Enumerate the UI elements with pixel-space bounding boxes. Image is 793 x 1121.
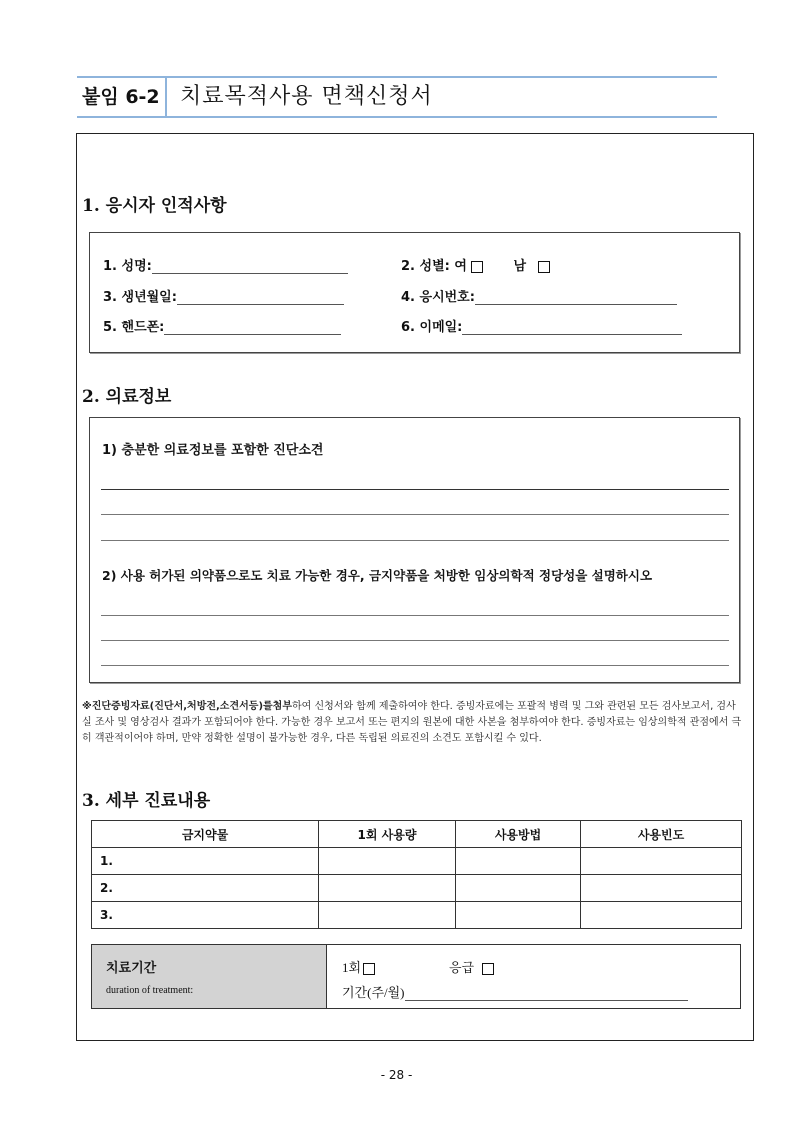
name-field[interactable] xyxy=(103,255,348,274)
section-3-title: 3. 세부 진료내용 xyxy=(82,791,211,811)
row-1-drug[interactable]: 1. xyxy=(92,848,319,875)
emergency-label: 응급 xyxy=(449,960,475,975)
diagnosis-answer-line-3[interactable] xyxy=(101,540,729,541)
once-label: 1회 xyxy=(342,960,362,975)
row-2-route[interactable] xyxy=(456,875,581,902)
table-row xyxy=(92,902,742,929)
table-header-row xyxy=(92,821,742,848)
section-2-title: 2. 의료정보 xyxy=(82,387,172,407)
period-field[interactable] xyxy=(342,982,688,1001)
header-banned-drug: 금지약물 xyxy=(92,821,319,848)
emergency-checkbox[interactable] xyxy=(482,963,494,975)
email-label: 6. 이메일: xyxy=(401,320,463,335)
gender-field xyxy=(401,255,550,274)
email-field[interactable] xyxy=(401,316,682,335)
birthdate-field[interactable] xyxy=(103,286,344,305)
row-3-drug[interactable]: 3. xyxy=(92,902,319,929)
diagnosis-question: 1) 충분한 의료정보를 포함한 진단소견 xyxy=(102,443,324,458)
row-2-drug[interactable]: 2. xyxy=(92,875,319,902)
name-input-line[interactable] xyxy=(152,260,348,274)
table-row xyxy=(92,848,742,875)
duration-options-cell xyxy=(327,945,740,1008)
justification-answer-line-3[interactable] xyxy=(101,665,729,666)
justification-question: 2) 사용 허가된 의약품으로도 치료 가능한 경우, 금지약품을 처방한 임상의학적 정당성을 설명하시오 xyxy=(102,568,653,583)
appendix-tag: 붙임 6-2 xyxy=(77,78,167,116)
period-input-line[interactable] xyxy=(405,988,688,1001)
phone-label: 5. 핸드폰: xyxy=(103,320,165,335)
section-1-title: 1. 응시자 인적사항 xyxy=(82,196,227,216)
once-checkbox[interactable] xyxy=(363,963,375,975)
row-2-dose[interactable] xyxy=(319,875,456,902)
exam-number-label: 4. 응시번호: xyxy=(401,290,475,305)
row-2-frequency[interactable] xyxy=(581,875,742,902)
email-input-line[interactable] xyxy=(462,321,682,335)
header-bottom-rule xyxy=(77,116,717,118)
row-1-route[interactable] xyxy=(456,848,581,875)
header-frequency: 사용빈도 xyxy=(581,821,742,848)
exam-number-input-line[interactable] xyxy=(475,291,677,305)
birthdate-label: 3. 생년월일: xyxy=(103,290,177,305)
name-label: 1. 성명: xyxy=(103,259,152,274)
phone-input-line[interactable] xyxy=(164,321,341,335)
duration-label-cell xyxy=(92,945,327,1008)
row-3-route[interactable] xyxy=(456,902,581,929)
page-number: - 28 - xyxy=(380,1068,413,1082)
header-dose: 1회 사용량 xyxy=(319,821,456,848)
row-1-frequency[interactable] xyxy=(581,848,742,875)
treatment-details-table xyxy=(91,820,742,929)
female-checkbox[interactable] xyxy=(471,261,483,273)
notice-bold-text: ※진단증빙자료(진단서,처방전,소견서등)를첨부 xyxy=(82,701,292,712)
phone-field[interactable] xyxy=(103,316,341,335)
supporting-documents-notice xyxy=(82,699,742,747)
justification-answer-line-2[interactable] xyxy=(101,640,729,641)
emergency-option xyxy=(449,957,494,976)
document-title: 치료목적사용 면책신청서 xyxy=(180,84,433,109)
duration-sublabel: duration of treatment: xyxy=(106,985,194,996)
once-option xyxy=(342,957,375,976)
row-3-frequency[interactable] xyxy=(581,902,742,929)
gender-label: 2. 성별: 여 xyxy=(401,259,467,274)
exam-number-field[interactable] xyxy=(401,286,677,305)
header-route: 사용방법 xyxy=(456,821,581,848)
treatment-duration-box xyxy=(91,944,741,1009)
duration-label: 치료기간 xyxy=(106,961,157,976)
diagnosis-answer-line-1[interactable] xyxy=(101,489,729,490)
row-3-dose[interactable] xyxy=(319,902,456,929)
period-label: 기간(주/월) xyxy=(342,985,405,1000)
diagnosis-answer-line-2[interactable] xyxy=(101,514,729,515)
table-row xyxy=(92,875,742,902)
male-label: 남 xyxy=(513,259,527,274)
row-1-dose[interactable] xyxy=(319,848,456,875)
birthdate-input-line[interactable] xyxy=(177,291,344,305)
male-checkbox[interactable] xyxy=(538,261,550,273)
justification-answer-line-1[interactable] xyxy=(101,615,729,616)
notice-body-text: 하여 신청서와 함께 제출하여야 한다. 증빙자료에는 포괄적 병력 및 그와 관련된 모든 검사보고서, 검사실 조사 및 영상검사 결과가 포함되어야 한다. 가능한 경우 보고서 또는 편지의 원본에 대한 사본을 첨부하여야 한다. 증빙자료는 임상의학적 관점에서 극히 객관적이어야 하며, 만약 정확한 설명이 불가능한 경우, 다른 독립된 의료진의 소견도 포함시킬 수 있다. xyxy=(82,701,742,744)
